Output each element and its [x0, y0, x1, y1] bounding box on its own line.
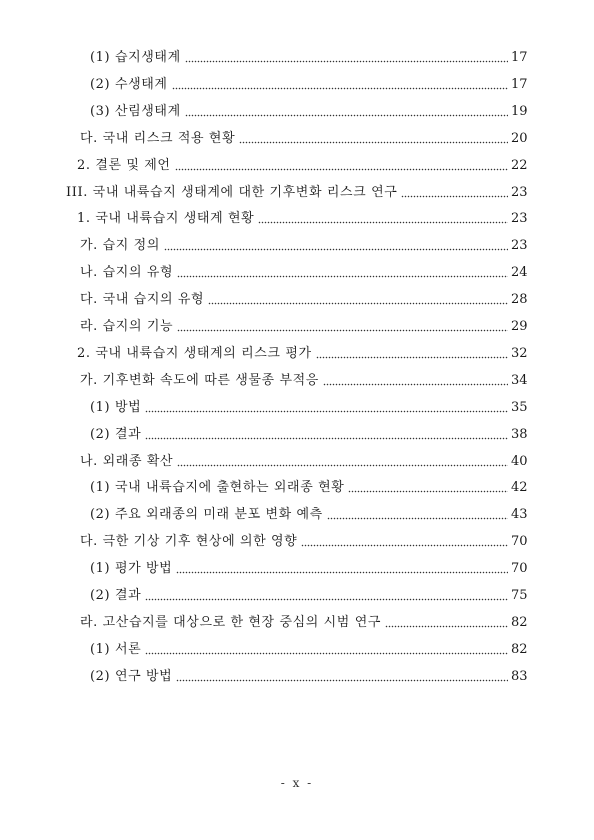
toc-leader-dots — [164, 248, 508, 251]
toc-entry[interactable] — [90, 74, 527, 94]
toc-entry-label: (1) 서론 — [90, 641, 142, 657]
toc-entry[interactable] — [77, 155, 527, 175]
toc-leader-dots — [185, 60, 508, 63]
toc-entry-label: 다. 극한 기상 기후 현상에 의한 영향 — [80, 534, 298, 550]
toc-entry-label: (2) 수생태계 — [90, 76, 168, 92]
toc-entry-label: 라. 고산습지를 대상으로 한 현장 중심의 시범 연구 — [80, 614, 382, 630]
toc-leader-dots — [323, 383, 508, 386]
toc-entry-label: 다. 국내 습지의 유형 — [80, 292, 205, 308]
toc-entry-label: (1) 방법 — [90, 399, 142, 415]
toc-entry-page-number: 23 — [511, 211, 528, 227]
toc-entry[interactable] — [80, 531, 527, 551]
toc-entry[interactable] — [90, 47, 527, 67]
toc-entry-label: (2) 결과 — [90, 588, 142, 603]
toc-leader-dots — [185, 114, 508, 117]
toc-entry-label: (1) 습지생태계 — [90, 50, 181, 65]
toc-entry-page-number: 28 — [511, 292, 528, 308]
toc-leader-dots — [401, 195, 508, 198]
toc-entry-page-number: 70 — [511, 534, 528, 550]
toc-leader-dots — [177, 275, 508, 278]
toc-leader-dots — [145, 437, 508, 440]
toc-entry-page-number: 17 — [511, 50, 528, 65]
toc-entry-page-number: 22 — [511, 157, 528, 173]
toc-entry-label: 2. 국내 내륙습지 생태계의 리스크 평가 — [77, 345, 312, 361]
toc-entry-page-number: 23 — [511, 184, 528, 200]
toc-entry-page-number: 42 — [511, 480, 528, 496]
toc-entry-page-number: 23 — [511, 238, 528, 254]
toc-entry[interactable] — [80, 451, 527, 471]
toc-leader-dots — [177, 329, 508, 332]
toc-entry[interactable] — [90, 101, 527, 121]
toc-entry[interactable] — [90, 397, 527, 417]
toc-entry-page-number: 35 — [511, 399, 528, 415]
toc-entry-page-number: 75 — [511, 588, 528, 603]
toc-entry[interactable] — [66, 182, 527, 202]
toc-entry-label: 2. 결론 및 제언 — [77, 157, 171, 173]
toc-leader-dots — [145, 598, 508, 601]
toc-leader-dots — [239, 141, 508, 144]
toc-leader-dots — [176, 571, 508, 574]
toc-entry-label: 1. 국내 내륙습지 생태계 현황 — [77, 211, 255, 227]
toc-leader-dots — [177, 464, 508, 467]
toc-leader-dots — [301, 544, 508, 547]
toc-entry-label: 가. 기후변화 속도에 따른 생물종 부적응 — [80, 372, 319, 388]
toc-entry[interactable] — [77, 343, 527, 363]
toc-entry[interactable] — [80, 128, 527, 148]
toc-entry-label: 나. 외래종 확산 — [80, 453, 174, 469]
toc-entry-label: (2) 연구 방법 — [90, 668, 173, 684]
toc-leader-dots — [175, 168, 508, 171]
toc-entry[interactable] — [90, 585, 527, 605]
toc-entry[interactable] — [80, 316, 527, 336]
toc-entry[interactable] — [80, 289, 527, 309]
toc-entry-label: (2) 주요 외래종의 미래 분포 변화 예측 — [90, 507, 323, 523]
toc-entry[interactable] — [80, 235, 527, 255]
toc-entry-label: 라. 습지의 기능 — [80, 319, 174, 334]
toc-entry-page-number: 20 — [511, 130, 528, 146]
toc-entry[interactable] — [90, 504, 527, 524]
toc-entry-page-number: 24 — [511, 265, 528, 281]
toc-entry-label: 가. 습지 정의 — [80, 238, 160, 254]
toc-entry-label: III. 국내 내륙습지 생태계에 대한 기후변화 리스크 연구 — [66, 184, 398, 200]
toc-entry[interactable] — [90, 666, 527, 686]
toc-entry-page-number: 19 — [511, 103, 528, 119]
toc-entry-page-number: 32 — [511, 345, 528, 361]
toc-entry-page-number: 43 — [511, 507, 528, 523]
toc-entry[interactable] — [90, 424, 527, 444]
toc-entry[interactable] — [80, 612, 527, 632]
toc-leader-dots — [348, 490, 508, 493]
toc-entry[interactable] — [90, 558, 527, 578]
toc-entry[interactable] — [90, 477, 527, 497]
toc-leader-dots — [316, 356, 508, 359]
toc-entry-page-number: 83 — [511, 668, 528, 684]
toc-leader-dots — [327, 517, 508, 520]
toc-entry-page-number: 17 — [511, 76, 528, 92]
toc-leader-dots — [208, 302, 508, 305]
toc-entry-label: (1) 평가 방법 — [90, 561, 173, 577]
toc-entry-page-number: 38 — [511, 426, 528, 442]
toc-leader-dots — [145, 410, 508, 413]
page-number-footer: - x - — [280, 776, 314, 790]
toc-leader-dots — [258, 221, 508, 224]
toc-entry-label: (3) 산림생태계 — [90, 103, 181, 119]
toc-entry-page-number: 34 — [511, 372, 528, 388]
toc-entry[interactable] — [80, 370, 527, 390]
toc-entry-page-number: 70 — [511, 561, 528, 577]
toc-leader-dots — [385, 625, 508, 628]
toc-entry[interactable] — [77, 208, 527, 228]
toc-entry-label: 다. 국내 리스크 적용 현황 — [80, 130, 236, 146]
toc-entry-label: (2) 결과 — [90, 426, 142, 442]
toc-entry-label: 나. 습지의 유형 — [80, 265, 174, 281]
toc-entry-page-number: 82 — [511, 614, 528, 630]
toc-entry-page-number: 82 — [511, 641, 528, 657]
toc-entry-page-number: 29 — [511, 319, 528, 334]
toc-entry-label: (1) 국내 내륙습지에 출현하는 외래종 현황 — [90, 480, 345, 496]
toc-leader-dots — [172, 87, 508, 90]
toc-entry[interactable] — [90, 639, 527, 659]
toc-leader-dots — [145, 652, 508, 655]
toc-entry[interactable] — [80, 262, 527, 282]
toc-entry-page-number: 40 — [511, 453, 528, 469]
toc-leader-dots — [176, 679, 508, 682]
